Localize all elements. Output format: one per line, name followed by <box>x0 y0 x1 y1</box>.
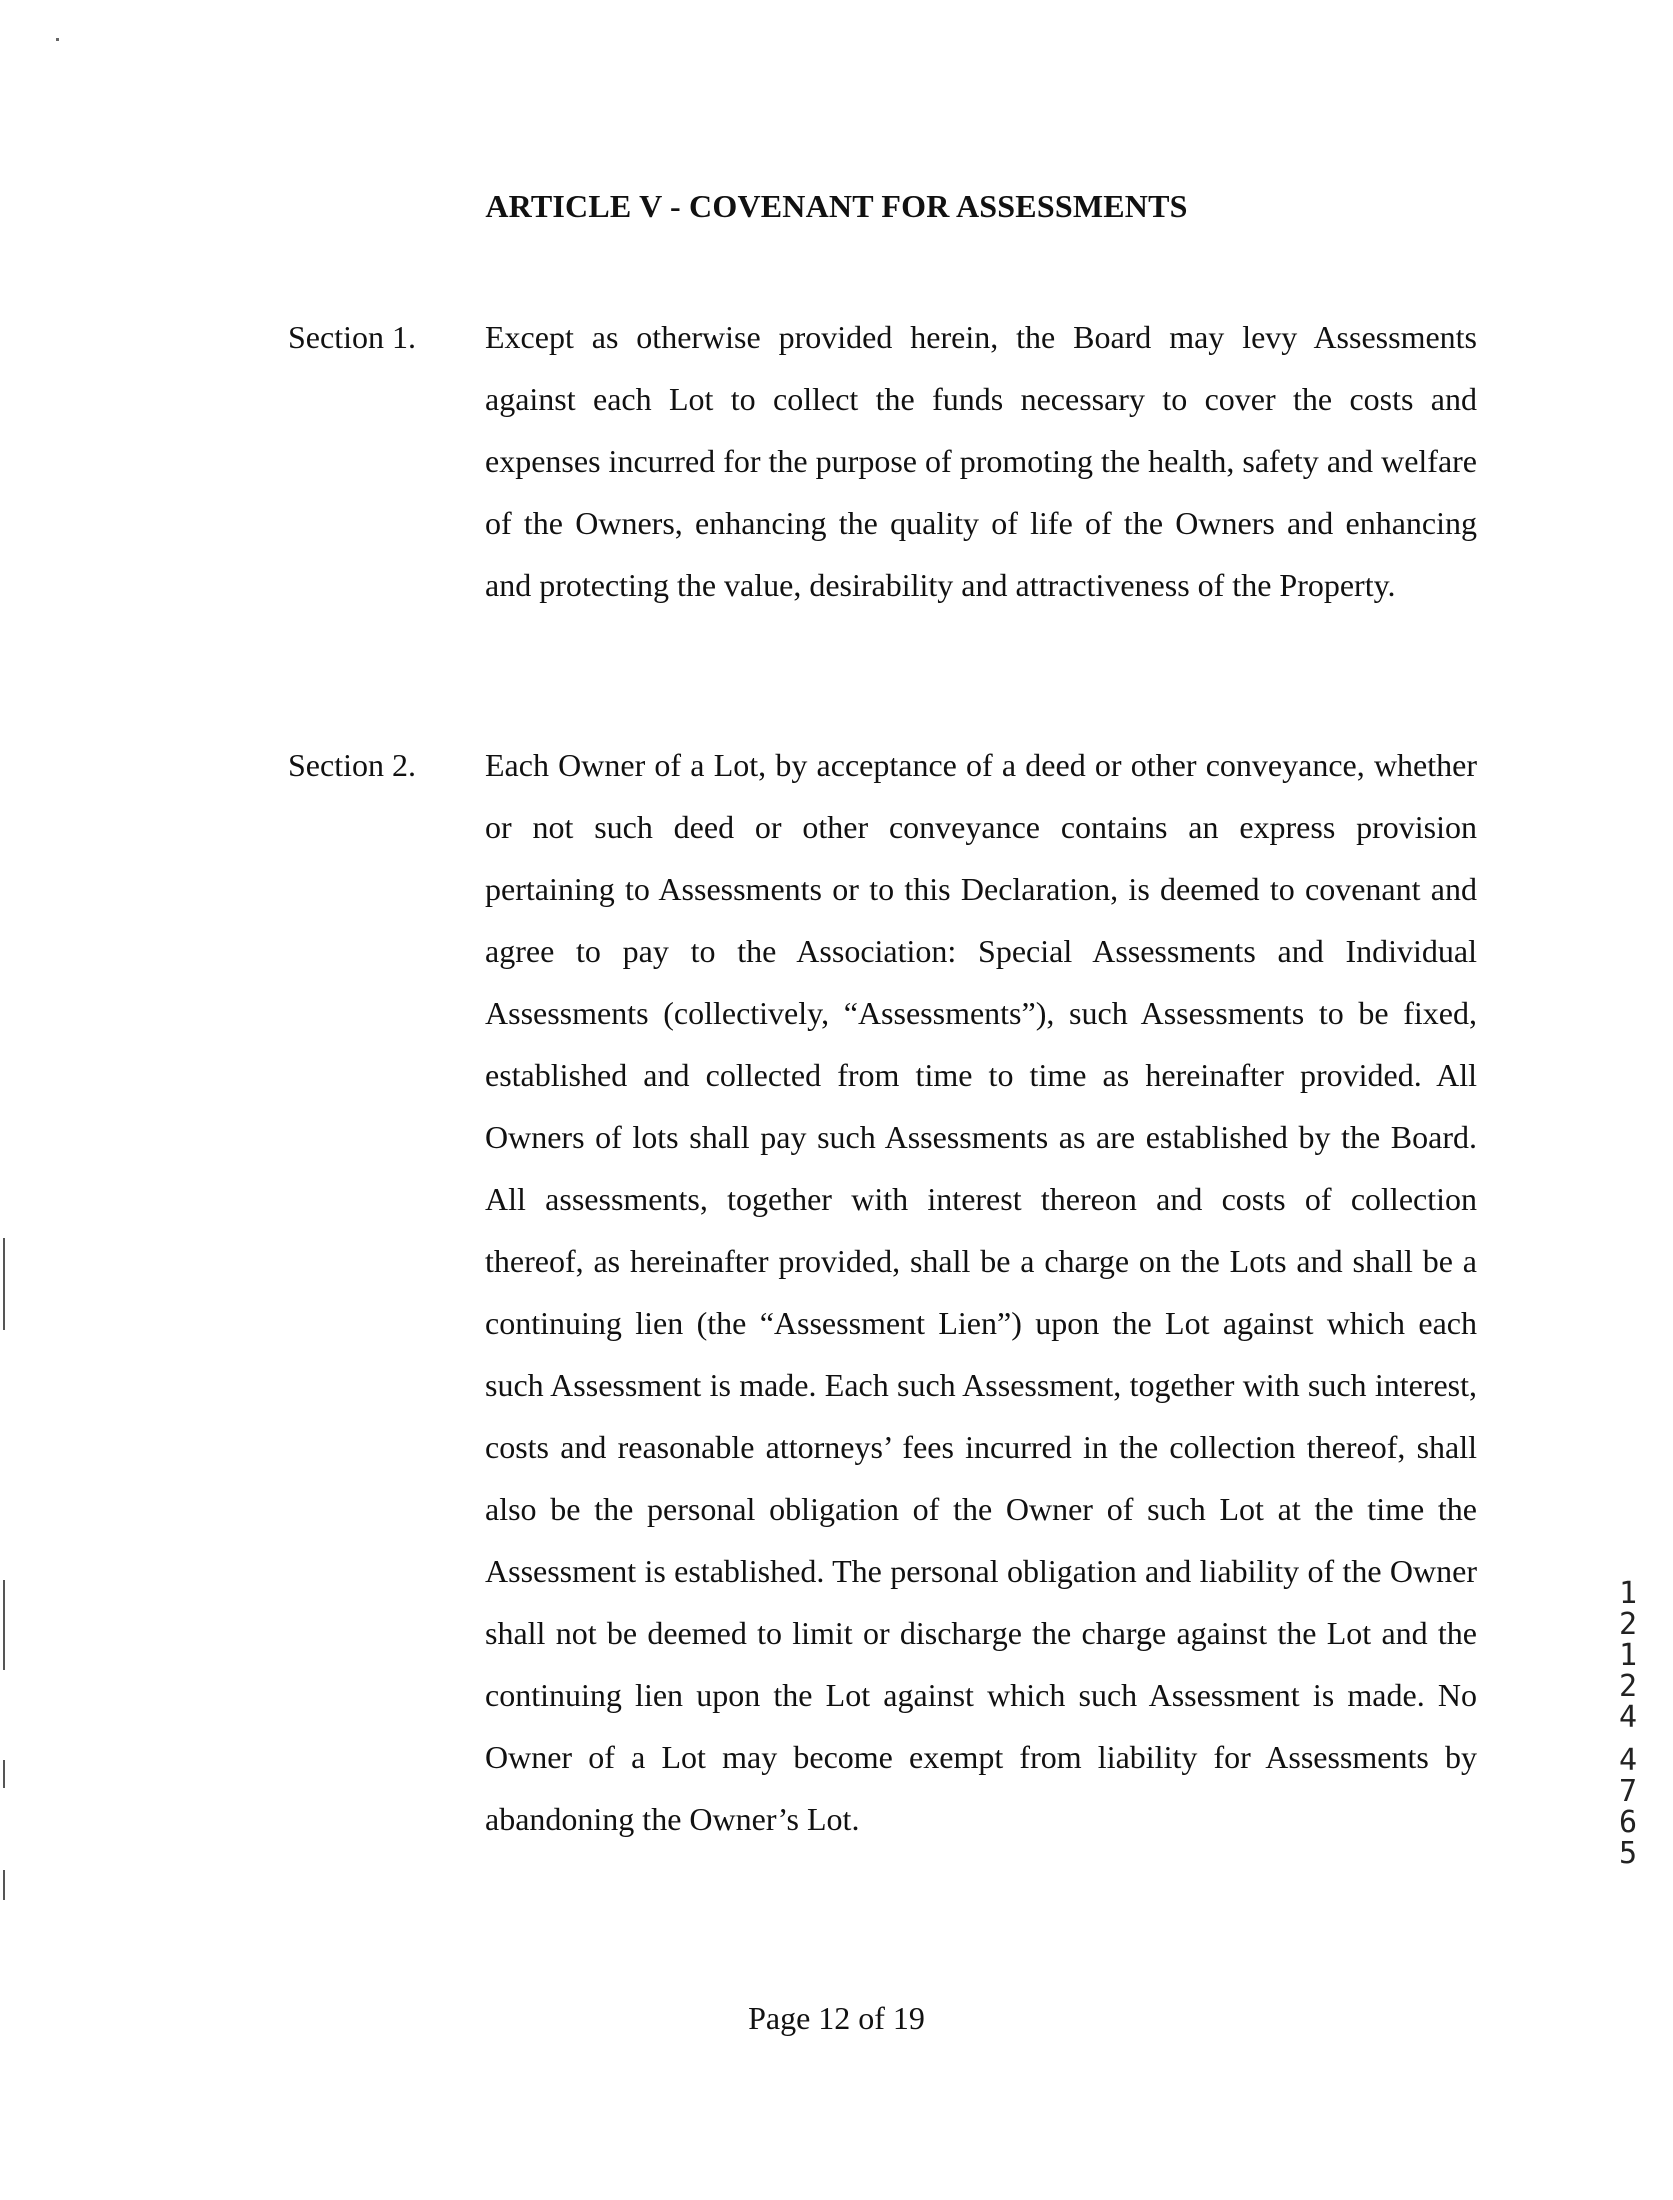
section-1-label: Section 1. <box>288 319 416 355</box>
stamp-digit: 4 <box>1618 1743 1638 1778</box>
stamp-digit: 2 <box>1618 1669 1638 1704</box>
stamp-digit: 2 <box>1618 1607 1638 1642</box>
page-number-footer: Page 12 of 19 <box>748 2000 925 2036</box>
section-2-label: Section 2. <box>288 747 416 783</box>
section-1-text: Except as otherwise provided herein, the Board may levy Assessments against each Lot to collect the funds necessary to cover the costs and expenses incurred for the purpose of promoting the health, safety and welfare of the Owners, enhancing the quality of life of the Owners and enhancing and protecting the value, desirability and attractiveness of the Property. <box>485 319 1477 603</box>
stamp-digit: 6 <box>1618 1805 1638 1840</box>
stamp-digit: 1 <box>1618 1638 1638 1673</box>
scan-edge-mark <box>3 1760 5 1788</box>
scan-edge-mark <box>3 1870 5 1900</box>
stamp-digit: 4 <box>1618 1700 1638 1735</box>
recording-number-stamp <box>1610 1578 1646 1869</box>
stamp-digit: 5 <box>1618 1836 1638 1871</box>
section-2-text: Each Owner of a Lot, by acceptance of a deed or other conveyance, whether or not such deed or other conveyance contains an express provision pertaining to Assessments or to this Declaration, is deemed to covenant and agree to pay to the Association: Special Assessments and Individual Assessments (collectively, “Assessments”), such Assessments to be fixed, established and collected from time to time as hereinafter provided. All Owners of lots shall pay such Assessments as are established by the Board. All assessments, together with interest thereon and costs of collection thereof, as hereinafter provided, shall be a charge on the Lots and shall be a continuing lien (the “Assessment Lien”) upon the Lot against which each such Assessment is made. Each such Assessment, together with such interest, costs and reasonable attorneys’ fees incurred in the collection thereof, shall also be the personal obligation of the Owner of such Lot at the time the Assessment is established. The personal obligation and liability of the Owner shall not be deemed to limit or discharge the charge against the Lot and the continuing lien upon the Lot against which such Assessment is made. No Owner of a Lot may become exempt from liability for Assessments by abandoning the Owner’s Lot. <box>485 747 1477 1837</box>
article-title: ARTICLE V - COVENANT FOR ASSESSMENTS <box>485 188 1188 224</box>
stamp-digit: 1 <box>1618 1576 1638 1611</box>
scan-edge-mark <box>3 1580 5 1670</box>
scan-edge-mark <box>3 1238 5 1330</box>
stamp-digit: 7 <box>1618 1774 1638 1809</box>
scan-speck <box>56 38 59 41</box>
